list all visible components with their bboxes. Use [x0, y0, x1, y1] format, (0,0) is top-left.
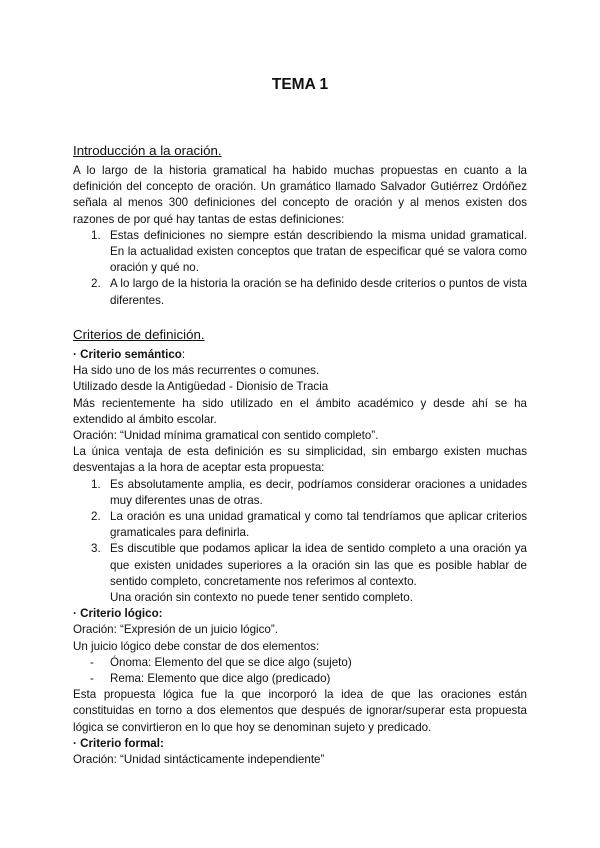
list-number: 2.: [91, 510, 101, 524]
criterio-semantico-title: · Criterio semántico: [73, 348, 182, 361]
list-text: Estas definiciones no siempre están describiendo la misma unidad gramatical. En la actualidad existen conceptos que tratan de especificar qué se valora como oración y qué no.: [110, 228, 527, 275]
formal-line: Oración: “Unidad sintácticamente independiente”: [73, 753, 325, 767]
list-item: [73, 655, 527, 671]
list-number: 1.: [91, 477, 101, 491]
list-item: [73, 509, 527, 541]
list-number: 2.: [91, 277, 101, 291]
list-text: Ónoma: Elemento del que se dice algo (sujeto): [110, 655, 352, 669]
logico-dash-list: [73, 655, 527, 687]
semantico-line: Más recientemente ha sido utilizado en el ámbito académico y desde ahí se ha extendido al ámbito escolar.: [73, 396, 527, 426]
list-number: 1.: [91, 228, 101, 242]
list-item: [73, 671, 527, 687]
criterio-logico-label: · Criterio lógico:: [73, 607, 163, 621]
list-item: [73, 477, 527, 509]
logico-line: Un juicio lógico debe constar de dos elementos:: [73, 639, 320, 653]
list-text: La oración es una unidad gramatical y como tal tendríamos que aplicar criterios gramaticales para definirla.: [110, 510, 527, 540]
intro-paragraph: A lo largo de la historia gramatical ha habido muchas propuestas en cuanto a la definición del concepto de oración. Un gramático llamado Salvador Gutiérrez Ordóñez señala al menos 300 definiciones del concepto de oración y al menos existen dos razones de por qué hay tantas de estas definiciones:: [73, 164, 527, 226]
list-item: [73, 228, 527, 277]
list-number: 3.: [91, 542, 101, 556]
logico-paragraph: Esta propuesta lógica fue la que incorporó la idea de que las oraciones están constituidas en torno a dos elementos que después de ignorar/superar esta propuesta lógica se convirtieron en lo que hoy se denominan sujeto y predicado.: [73, 688, 527, 734]
criterios-heading: Criterios de definición.: [73, 327, 205, 342]
list-text: Es discutible que podamos aplicar la idea de sentido completo a una oración ya que existen unidades superiores a la oración sin las que es posible hablar de sentido completo, concretamente nos referimos al contexto.: [110, 542, 527, 588]
intro-list: [73, 228, 527, 309]
semantico-line: Oración: “Unidad mínima gramatical con sentido completo”.: [73, 429, 379, 443]
list-item: [73, 276, 527, 308]
semantico-line: La única ventaja de esta definición es su simplicidad, sin embargo existen muchas desventajas a la hora de aceptar esta propuesta:: [73, 445, 527, 475]
list-item: [73, 541, 527, 606]
list-extra-text: Una oración sin contexto no puede tener sentido completo.: [110, 591, 413, 605]
criterio-formal-label: · Criterio formal:: [73, 736, 164, 750]
page-title: TEMA 1: [271, 76, 329, 93]
criterio-semantico-label: [73, 347, 527, 363]
semantico-list: [73, 477, 527, 607]
dash-marker: -: [90, 655, 94, 669]
semantico-line: Utilizado desde la Antigüedad - Dionisio de Tracia: [73, 380, 329, 394]
list-text: A lo largo de la historia la oración se ha definido desde criterios o puntos de vista diferentes.: [110, 277, 527, 307]
criterio-semantico-colon: :: [181, 348, 186, 361]
criterios-section: [73, 326, 527, 768]
semantico-line: Ha sido uno de los más recurrentes o comunes.: [73, 364, 320, 378]
list-text: Es absolutamente amplia, es decir, podríamos considerar oraciones a unidades muy diferentes unas de otras.: [110, 477, 527, 507]
list-text: Rema: Elemento que dice algo (predicado): [110, 672, 331, 686]
intro-section: [73, 142, 527, 309]
dash-marker: -: [90, 672, 94, 686]
intro-heading: Introducción a la oración.: [73, 143, 222, 158]
logico-line: Oración: “Expresión de un juicio lógico”.: [73, 623, 278, 637]
